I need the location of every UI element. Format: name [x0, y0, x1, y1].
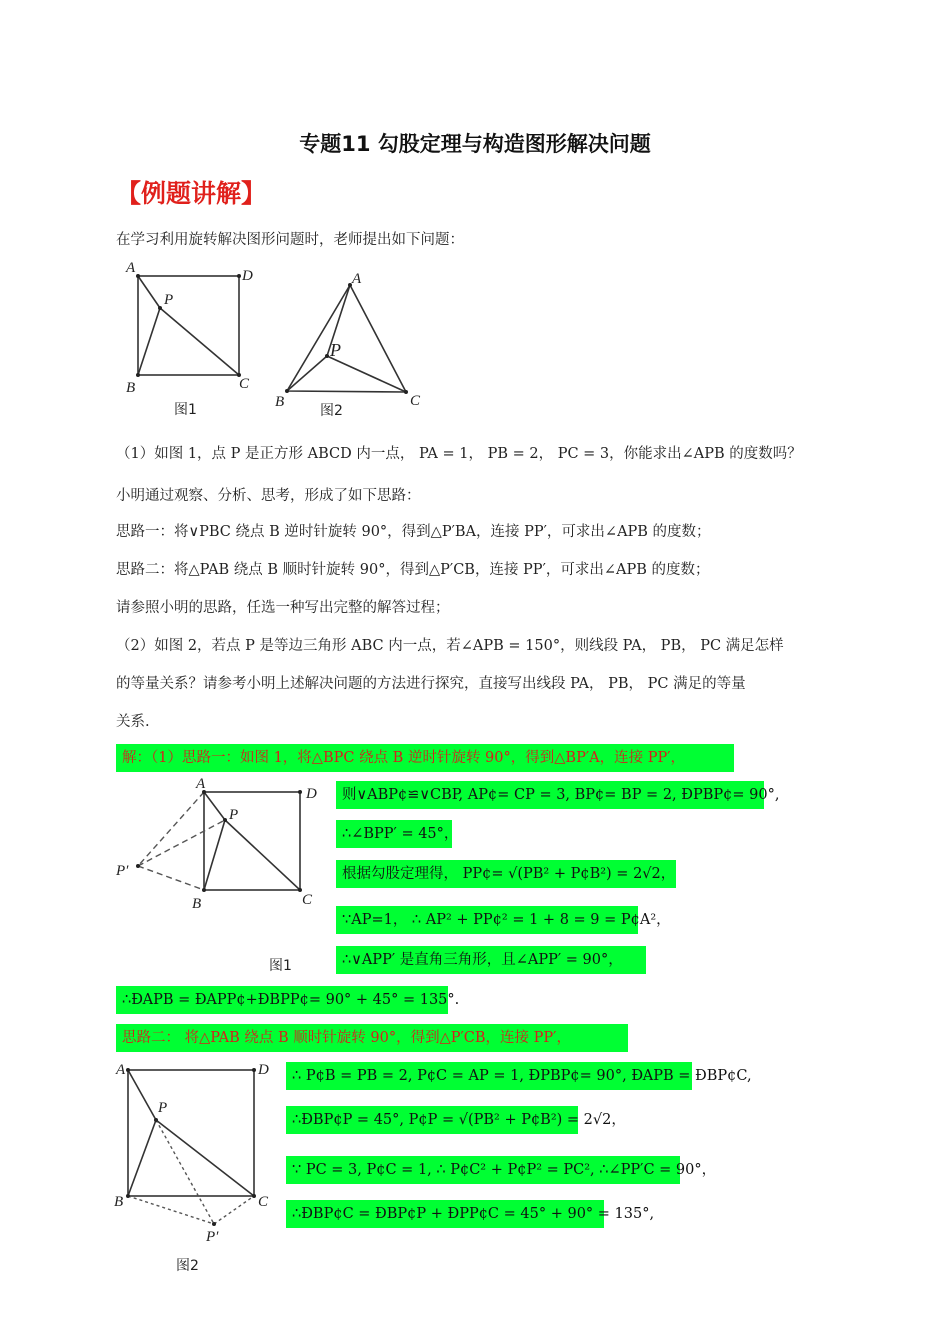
solution-line-8: 思路二： 将△PAB 绕点 B 顺时针旋转 90°，得到△P′CB，连接 PP′，: [116, 1024, 628, 1052]
figure-caption: 图2: [176, 1258, 199, 1274]
label-c: C: [410, 393, 421, 409]
page-title: 专题11 勾股定理与构造图形解决问题: [299, 132, 651, 156]
label-d: D: [242, 268, 253, 284]
solution-line-6: ∴∨APP′ 是直角三角形，且∠APP′ = 90°，: [336, 946, 646, 974]
solution-line-3: ∴∠BPP′ = 45°，: [336, 820, 452, 848]
label-c: C: [239, 376, 250, 392]
label-d: D: [258, 1062, 269, 1078]
solution-line-9: ∴ P¢B = PB = 2, P¢C = AP = 1, ÐPBP¢= 90°, ÐAPB = ÐBP¢C,: [286, 1062, 692, 1090]
label-c: C: [302, 892, 313, 908]
section-heading: 【例题讲解】: [116, 179, 267, 208]
label-b: B: [114, 1194, 124, 1210]
figure-top-1: [120, 258, 260, 423]
figure-caption: 图1: [174, 402, 197, 418]
problem-line-2: 小明通过观察、分析、思考，形成了如下思路：: [116, 488, 421, 504]
problem-line-6: （2）如图 2，若点 P 是等边三角形 ABC 内一点，若∠APB = 150°，则线段 PA， PB， PC 满足怎样: [116, 638, 784, 654]
label-a: A: [352, 271, 362, 287]
solution-line-12: ∴ÐBP¢C = ÐBP¢P + ÐPP¢C = 45° + 90° = 135°,: [286, 1200, 604, 1228]
label-c: C: [258, 1194, 269, 1210]
problem-line-4: 思路二：将△PAB 绕点 B 顺时针旋转 90°，得到△P′CB，连接 PP′，可求出∠APB 的度数；: [116, 562, 710, 578]
solution-line-1: 解：（1）思路一：如图 1，将△BPC 绕点 B 逆时针旋转 90°，得到△BP′A，连接 PP′，: [116, 744, 734, 772]
intro-text: 在学习利用旋转解决图形问题时，老师提出如下问题：: [116, 232, 464, 248]
label-b: B: [192, 896, 202, 912]
label-p-prime: P′: [206, 1229, 219, 1245]
figure-solution-2: [110, 1058, 285, 1283]
solution-line-11: ∵ PC = 3, P¢C = 1, ∴ P¢C² + P¢P² = PC², ∴∠PP′C = 90°，: [286, 1156, 680, 1184]
figure-caption: 图1: [269, 958, 292, 974]
solution-line-5: ∵AP=1， ∴ AP² + PP¢² = 1 + 8 = 9 = P¢A²，: [336, 906, 638, 934]
problem-line-5: 请参照小明的思路，任选一种写出完整的解答过程；: [116, 600, 450, 616]
label-p: P: [164, 292, 174, 308]
label-b: B: [126, 380, 136, 396]
solution-line-2: 则∨ABP¢≌∨CBP, AP¢= CP = 3, BP¢= BP = 2, ÐPBP¢= 90°,: [336, 781, 764, 809]
label-p-prime: P′: [116, 863, 129, 879]
figure-caption: 图2: [320, 403, 343, 419]
figure-top-2: [270, 265, 430, 425]
problem-line-8: 关系.: [116, 714, 150, 730]
label-p: P: [330, 340, 341, 360]
figure-solution-1: [112, 772, 327, 977]
label-p: P: [158, 1100, 168, 1116]
label-a: A: [116, 1062, 126, 1078]
problem-line-1: （1）如图 1，点 P 是正方形 ABCD 内一点， PA = 1， PB = 2， PC = 3，你能求出∠APB 的度数吗？: [116, 446, 802, 462]
label-a: A: [196, 776, 206, 792]
problem-line-3: 思路一：将∨PBC 绕点 B 逆时针旋转 90°，得到△P′BA，连接 PP′，可求出∠APB 的度数；: [116, 524, 711, 540]
solution-line-4: 根据勾股定理得， PP¢= √(PB² + P¢B²) = 2√2，: [336, 860, 676, 888]
problem-line-7: 的等量关系？请参考小明上述解决问题的方法进行探究，直接写出线段 PA， PB， PC 满足的等量: [116, 676, 746, 692]
label-d: D: [306, 786, 317, 802]
solution-line-10: ∴ÐBP¢P = 45°, P¢P = √(PB² + P¢B²) = 2√2，: [286, 1106, 578, 1134]
label-p: P: [229, 807, 239, 823]
solution-line-7: ∴ÐAPB = ÐAPP¢+ÐBPP¢= 90° + 45° = 135°.: [116, 986, 448, 1014]
label-a: A: [126, 260, 136, 276]
label-b: B: [275, 394, 285, 410]
